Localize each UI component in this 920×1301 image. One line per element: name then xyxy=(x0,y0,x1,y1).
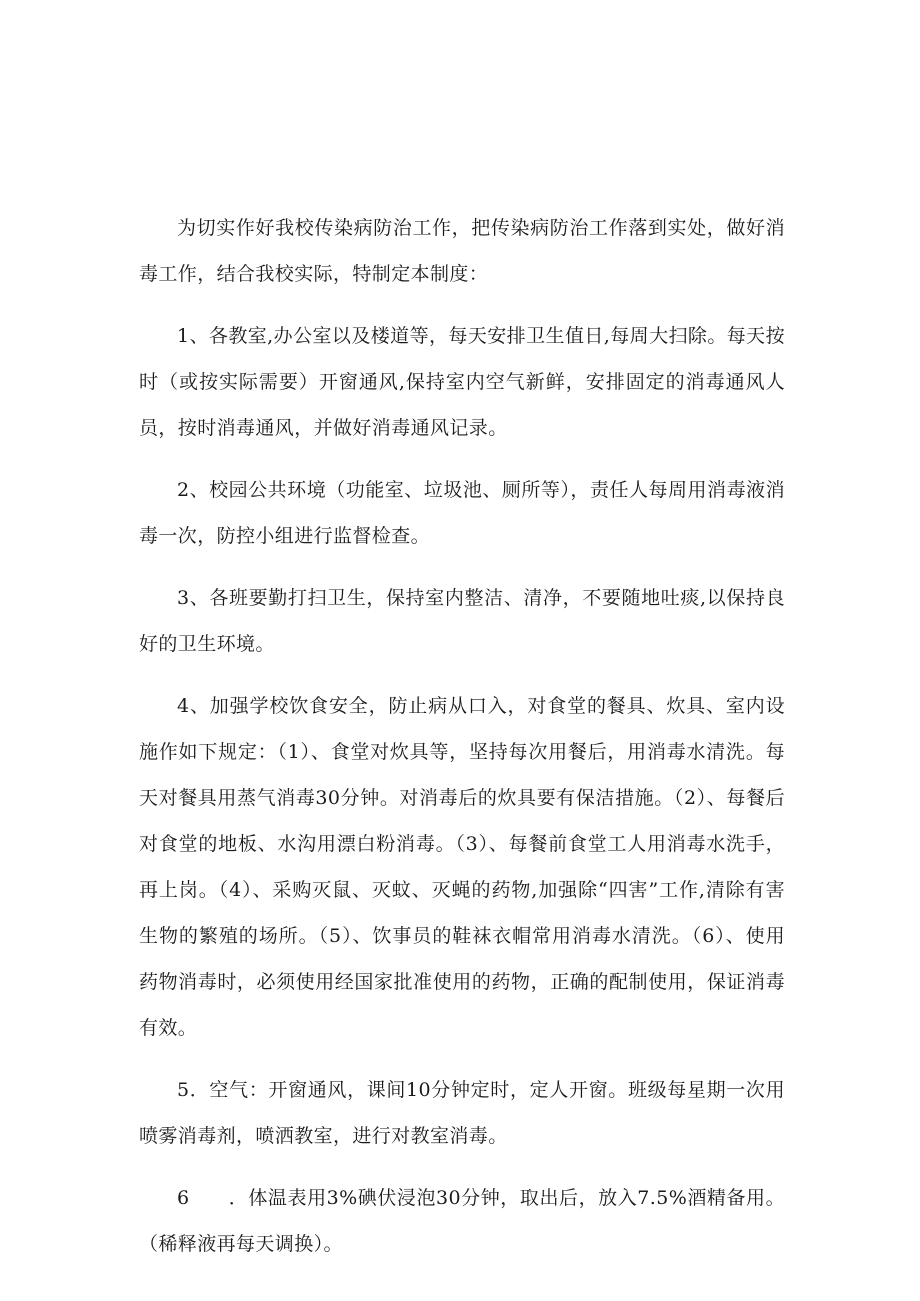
intro-paragraph: 为切实作好我校传染病防治工作，把传染病防治工作落到实处，做好消毒工作，结合我校实际，特制定本制度： xyxy=(139,217,785,285)
rule-2-paragraph: 2、校园公共环境（功能室、垃圾池、厕所等），责任人每周用消毒液消毒一次，防控小组进行监督检查。 xyxy=(139,479,785,547)
rule-3-paragraph: 3、各班要勤打扫卫生，保持室内整洁、清净，不要随地吐痰,以保持良好的卫生环境。 xyxy=(139,587,785,655)
rule-1-paragraph: 1、各教室,办公室以及楼道等，每天安排卫生值日,每周大扫除。每天按时（或按实际需要）开窗通风,保持室内空气新鲜，安排固定的消毒通风人员，按时消毒通风，并做好消毒通风记录。 xyxy=(139,325,785,439)
rule-5-paragraph: 5．空气：开窗通风，课间10分钟定时，定人开窗。班级每星期一次用喷雾消毒剂，喷洒教室，进行对教室消毒。 xyxy=(139,1079,785,1147)
document-body xyxy=(139,205,785,1267)
rule-6-paragraph: 6 ．体温表用3%碘伏浸泡30分钟，取出后，放入7.5%酒精备用。（稀释液再每天调换）。 xyxy=(139,1187,785,1255)
rule-4-paragraph: 4、加强学校饮食安全，防止病从口入，对食堂的餐具、炊具、室内设施作如下规定：（1）、食堂对炊具等，坚持每次用餐后，用消毒水清洗。每天对餐具用蒸气消毒30分钟。对消毒后的炊具要有保洁措施。（2）、每餐后对食堂的地板、水沟用漂白粉消毒。（3）、每餐前食堂工人用消毒水洗手，再上岗。（4）、采购灭鼠、灭蚊、灭蝇的药物,加强除“四害”工作,清除有害生物的繁殖的场所。（5）、饮事员的鞋袜衣帽常用消毒水清洗。（6）、使用药物消毒时，必须使用经国家批准使用的药物，正确的配制使用，保证消毒有效。 xyxy=(139,695,785,1039)
